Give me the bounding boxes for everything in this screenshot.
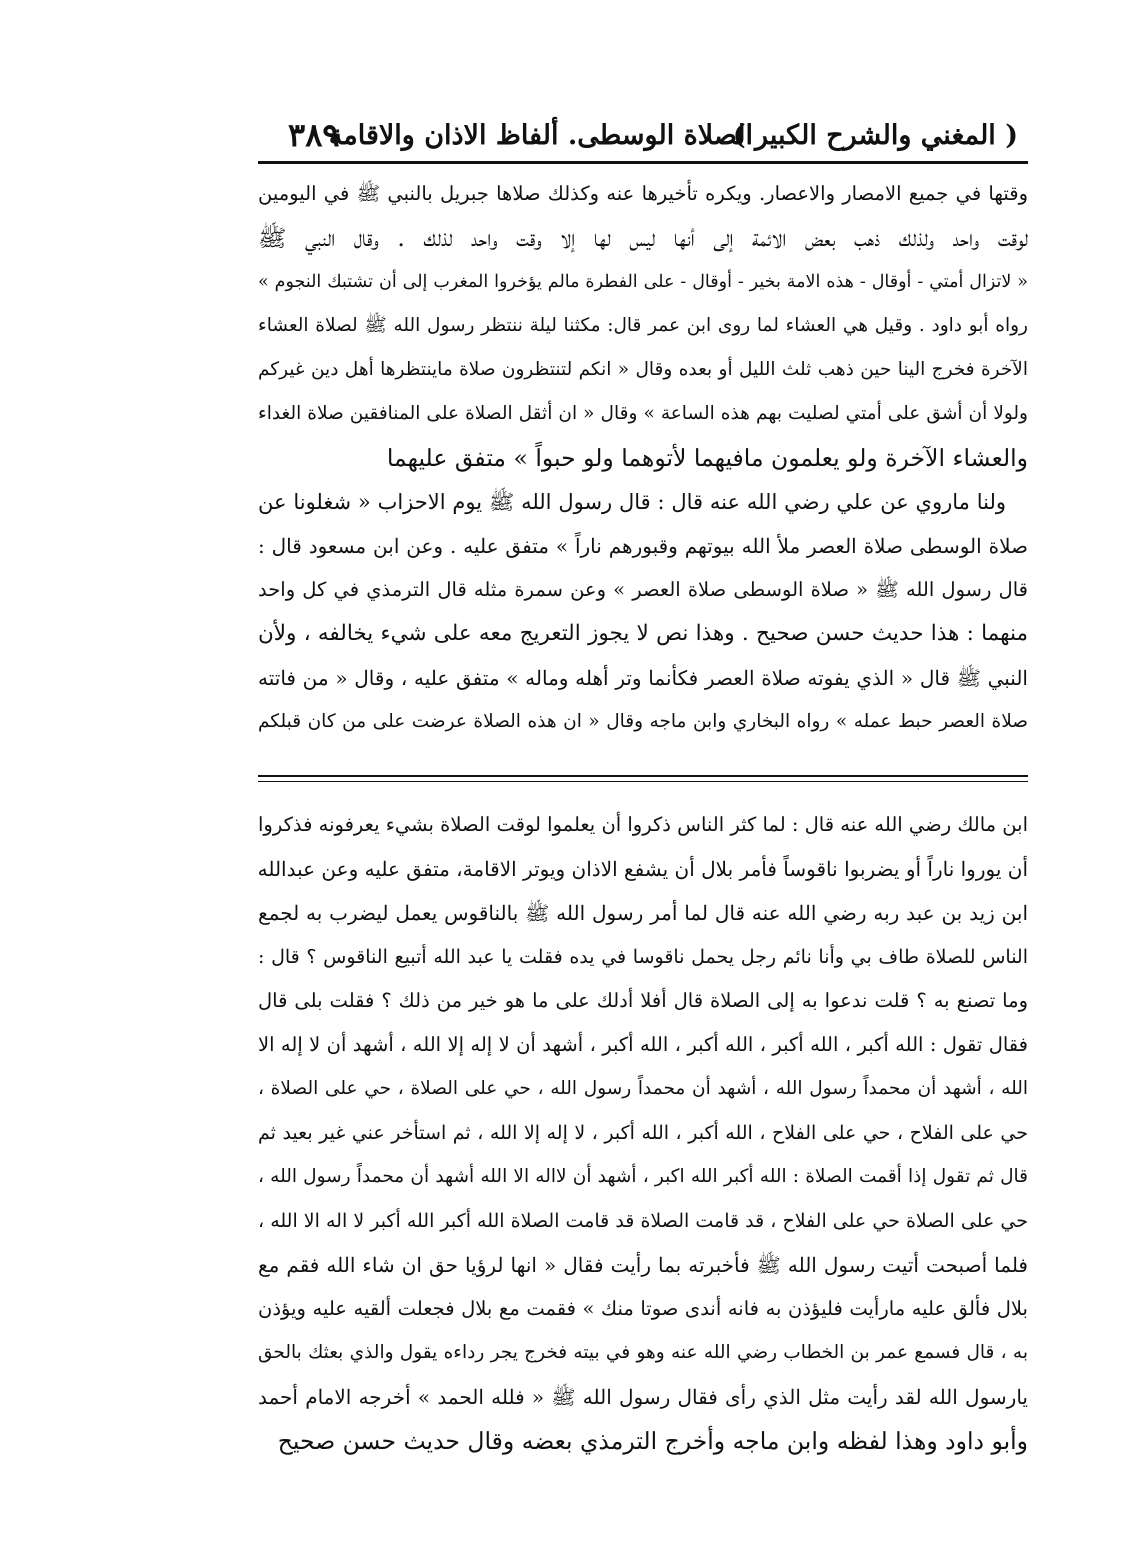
text-line: فقال تقول : الله أكبر ، الله أكبر ، الله أكبر ، الله أكبر ، أشهد أن لا إله إلا الله ، أشهد أن لا إله الا (258, 1033, 1028, 1056)
text-line: الناس للصلاة طاف بي وأنا نائم رجل يحمل ناقوسا في يده فقلت يا عبد الله أتبيع الناقوس ؟ قال : (258, 946, 1028, 968)
text-line: فلما أصبحت أتيت رسول الله ﷺ فأخبرته بما رأيت فقال « انها لرؤيا حق ان شاء الله فقم مع (258, 1253, 1028, 1277)
text-line: رواه أبو داود . وقيل هي العشاء لما روى ابن عمر قال: مكثنا ليلة ننتظر رسول الله ﷺ لصلاة العشاء (258, 315, 1028, 336)
divider-rule (258, 781, 1028, 782)
text-line: الآخرة فخرج الينا حين ذهب ثلث الليل أو بعده وقال « انكم لتنتظرون صلاة ماينتظرها أهل دين غيركم (258, 359, 1028, 380)
text-line: وأبو داود وهذا لفظه وابن ماجه وأخرج الترمذي بعضه وقال حديث حسن صحيح (277, 1427, 1028, 1455)
text-line: يارسول الله لقد رأيت مثل الذي رأى فقال رسول الله ﷺ « فلله الحمد » أخرجه الامام أحمد (258, 1385, 1028, 1409)
text-line: وما تصنع به ؟ قلت ندعوا به إلى الصلاة قال أفلا أدلك على ما هو خير من ذلك ؟ فقلت بلى قال (258, 989, 1028, 1012)
text-line: وقتها في جميع الامصار والاعصار. ويكره تأخيرها عنه وكذلك صلاها جبريل بالنبي ﷺ في اليومين (258, 182, 1028, 205)
text-line: قال رسول الله ﷺ « صلاة الوسطى صلاة العصر » وعن سمرة مثله قال الترمذي في كل واحد (258, 578, 1028, 601)
text-line: لوقت واحد ولذلك ذهب بعض الائمة إلى أنها ليس لها إلا وقت واحد لذلك . وقال النبي ﷺ (258, 224, 1028, 252)
text-line: حي على الصلاة حي على الفلاح ، قد قامت الصلاة قد قامت الصلاة الله أكبر الله أكبر لا اله الا الله ، (258, 1210, 1028, 1232)
text-line: « لاتزال أمتي - أوقال - هذه الامة بخير - أوقال - على الفطرة مالم يؤخروا المغرب إلى أن تشتبك النجوم » (258, 272, 1028, 292)
text-line: منهما : هذا حديث حسن صحيح . وهذا نص لا يجوز التعريج معه على شيء يخالفه ، ولأن (258, 621, 1028, 646)
section-title: الصلاة الوسطى. ألفاظ الاذان والاقامة (328, 120, 753, 151)
text-line: بلال فألق عليه مارأيت فليؤذن به فانه أندى صوتا منك » فقمت مع بلال فجعلت ألقيه عليه ويؤذن (258, 1297, 1028, 1320)
main-text (258, 172, 1028, 744)
header-rule (258, 161, 1028, 164)
page-number: ٣٨٩ (288, 116, 340, 154)
text-line: والعشاء الآخرة ولو يعلمون مافيهما لأتوهما ولو حبواً » متفق عليهما (386, 444, 1028, 472)
text-line: حي على الفلاح ، حي على الفلاح ، الله أكبر ، الله أكبر ، لا إله إلا الله ، ثم استأخر عني غير بعيد ثم (258, 1122, 1028, 1144)
text-line: صلاة الوسطى صلاة العصر ملأ الله بيوتهم وقبورهم ناراً » متفق عليه . وعن ابن مسعود قال : (258, 534, 1028, 558)
commentary-text (258, 803, 1028, 1463)
text-line: ولولا أن أشق على أمتي لصليت بهم هذه الساعة » وقال « ان أثقل الصلاة على المنافقين صلاة الغداء (258, 403, 1028, 424)
text-line: الله ، أشهد أن محمداً رسول الله ، أشهد أن محمداً رسول الله ، حي على الصلاة ، حي على الصلاة ، (258, 1078, 1028, 1099)
book-title: ( المغني والشرح الكبير ) (732, 120, 1018, 151)
running-header (258, 112, 1028, 160)
text-line: ابن زيد بن عبد ربه رضي الله عنه قال لما أمر رسول الله ﷺ بالناقوس يعمل ليضرب به لجمع (258, 901, 1028, 925)
text-line: قال ثم تقول إذا أقمت الصلاة : الله أكبر الله اكبر ، أشهد أن لااله الا الله أشهد أن محمداً رسول الله ، (258, 1166, 1028, 1187)
text-line: به ، قال فسمع عمر بن الخطاب رضي الله عنه وهو في بيته فخرج يجر رداءه يقول والذي بعثك بالحق (258, 1342, 1028, 1363)
text-line: صلاة العصر حبط عمله » رواه البخاري وابن ماجه وقال « ان هذه الصلاة عرضت على من كان قبلكم (258, 711, 1028, 732)
divider-rule (258, 775, 1028, 777)
text-line: ولنا ماروي عن علي رضي الله عنه قال : قال رسول الله ﷺ يوم الاحزاب « شغلونا عن (258, 490, 1006, 514)
text-line: النبي ﷺ قال « الذي يفوته صلاة العصر فكأنما وتر أهله وماله » متفق عليه ، وقال « من فاتته (258, 666, 1028, 690)
text-line: أن يوروا ناراً أو يضربوا ناقوساً فأمر بلال أن يشفع الاذان ويوتر الاقامة، متفق عليه وعن عبدالله (258, 857, 1028, 881)
text-line: ابن مالك رضي الله عنه قال : لما كثر الناس ذكروا أن يعلموا لوقت الصلاة بشيء يعرفونه فذكروا (258, 813, 1028, 836)
